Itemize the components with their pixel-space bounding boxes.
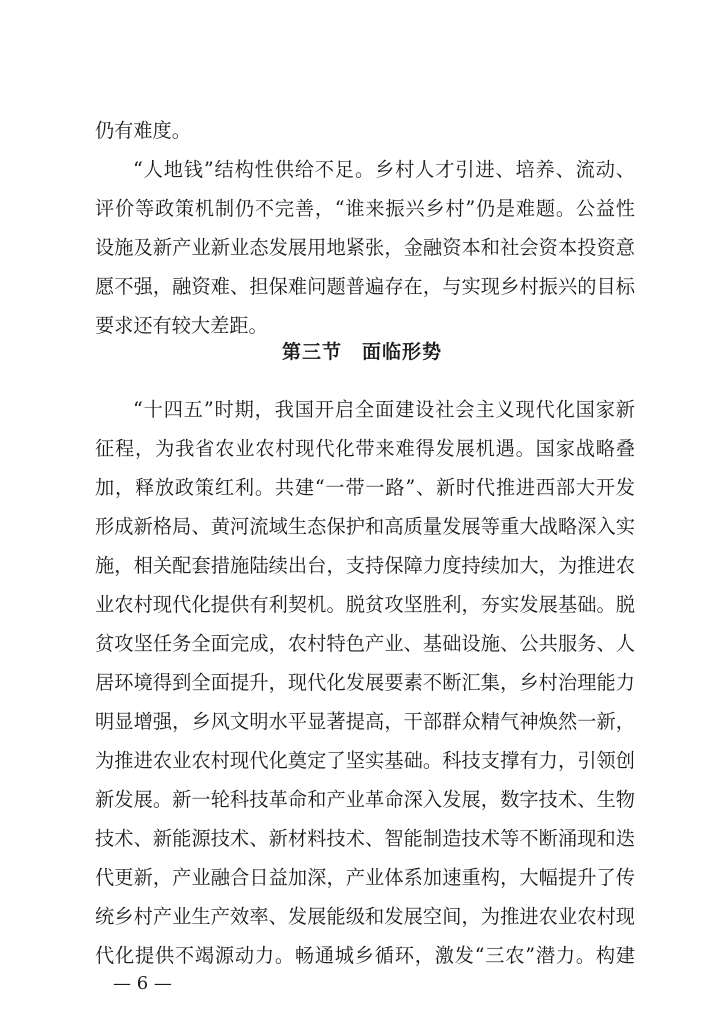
text-line: 统乡村产业生产效率、发展能级和发展空间，为推进农业农村现 (95, 905, 635, 928)
text-line: 代化提供不竭源动力。畅通城乡循环，激发“三农”潜力。构建 (95, 944, 635, 967)
text-line: 新发展。新一轮科技革命和产业革命深入发展，数字技术、生物 (95, 788, 635, 811)
text-line: “人地钱”结构性供给不足。乡村人才引进、培养、流动、 (133, 158, 635, 181)
text-line: 征程，为我省农业农村现代化带来难得发展机遇。国家战略叠 (95, 437, 635, 460)
text-line: 明显增强，乡风文明水平显著提高，干部群众精气神焕然一新， (95, 710, 635, 733)
text-line: 施，相关配套措施陆续出台，支持保障力度持续加大，为推进农 (95, 554, 635, 577)
text-line: 加，释放政策红利。共建“一带一路”、新时代推进西部大开发 (95, 476, 635, 499)
text-line: 设施及新产业新业态发展用地紧张，金融资本和社会资本投资意 (95, 236, 635, 259)
page-number: — 6 — (113, 973, 172, 994)
text-line: 贫攻坚任务全面完成，农村特色产业、基础设施、公共服务、人 (95, 632, 635, 655)
text-line: “十四五”时期，我国开启全面建设社会主义现代化国家新 (133, 398, 635, 421)
text-line: 仍有难度。 (95, 119, 191, 142)
text-line: 为推进农业农村现代化奠定了坚实基础。科技支撑有力，引领创 (95, 749, 635, 772)
text-line: 技术、新能源技术、新材料技术、智能制造技术等不断涌现和迭 (95, 827, 635, 850)
text-line: 代更新，产业融合日益加深，产业体系加速重构，大幅提升了传 (95, 866, 635, 889)
text-line: 愿不强，融资难、担保难问题普遍存在，与实现乡村振兴的目标 (95, 275, 635, 298)
text-line: 居环境得到全面提升，现代化发展要素不断汇集，乡村治理能力 (95, 671, 635, 694)
text-line: 评价等政策机制仍不完善，“谁来振兴乡村”仍是难题。公益性 (95, 197, 635, 220)
text-line: 业农村现代化提供有利契机。脱贫攻坚胜利，夯实发展基础。脱 (95, 593, 635, 616)
section-title: 第三节 面临形势 (281, 341, 442, 363)
text-line: 形成新格局、黄河流域生态保护和高质量发展等重大战略深入实 (95, 515, 635, 538)
text-line: 要求还有较大差距。 (95, 314, 268, 337)
